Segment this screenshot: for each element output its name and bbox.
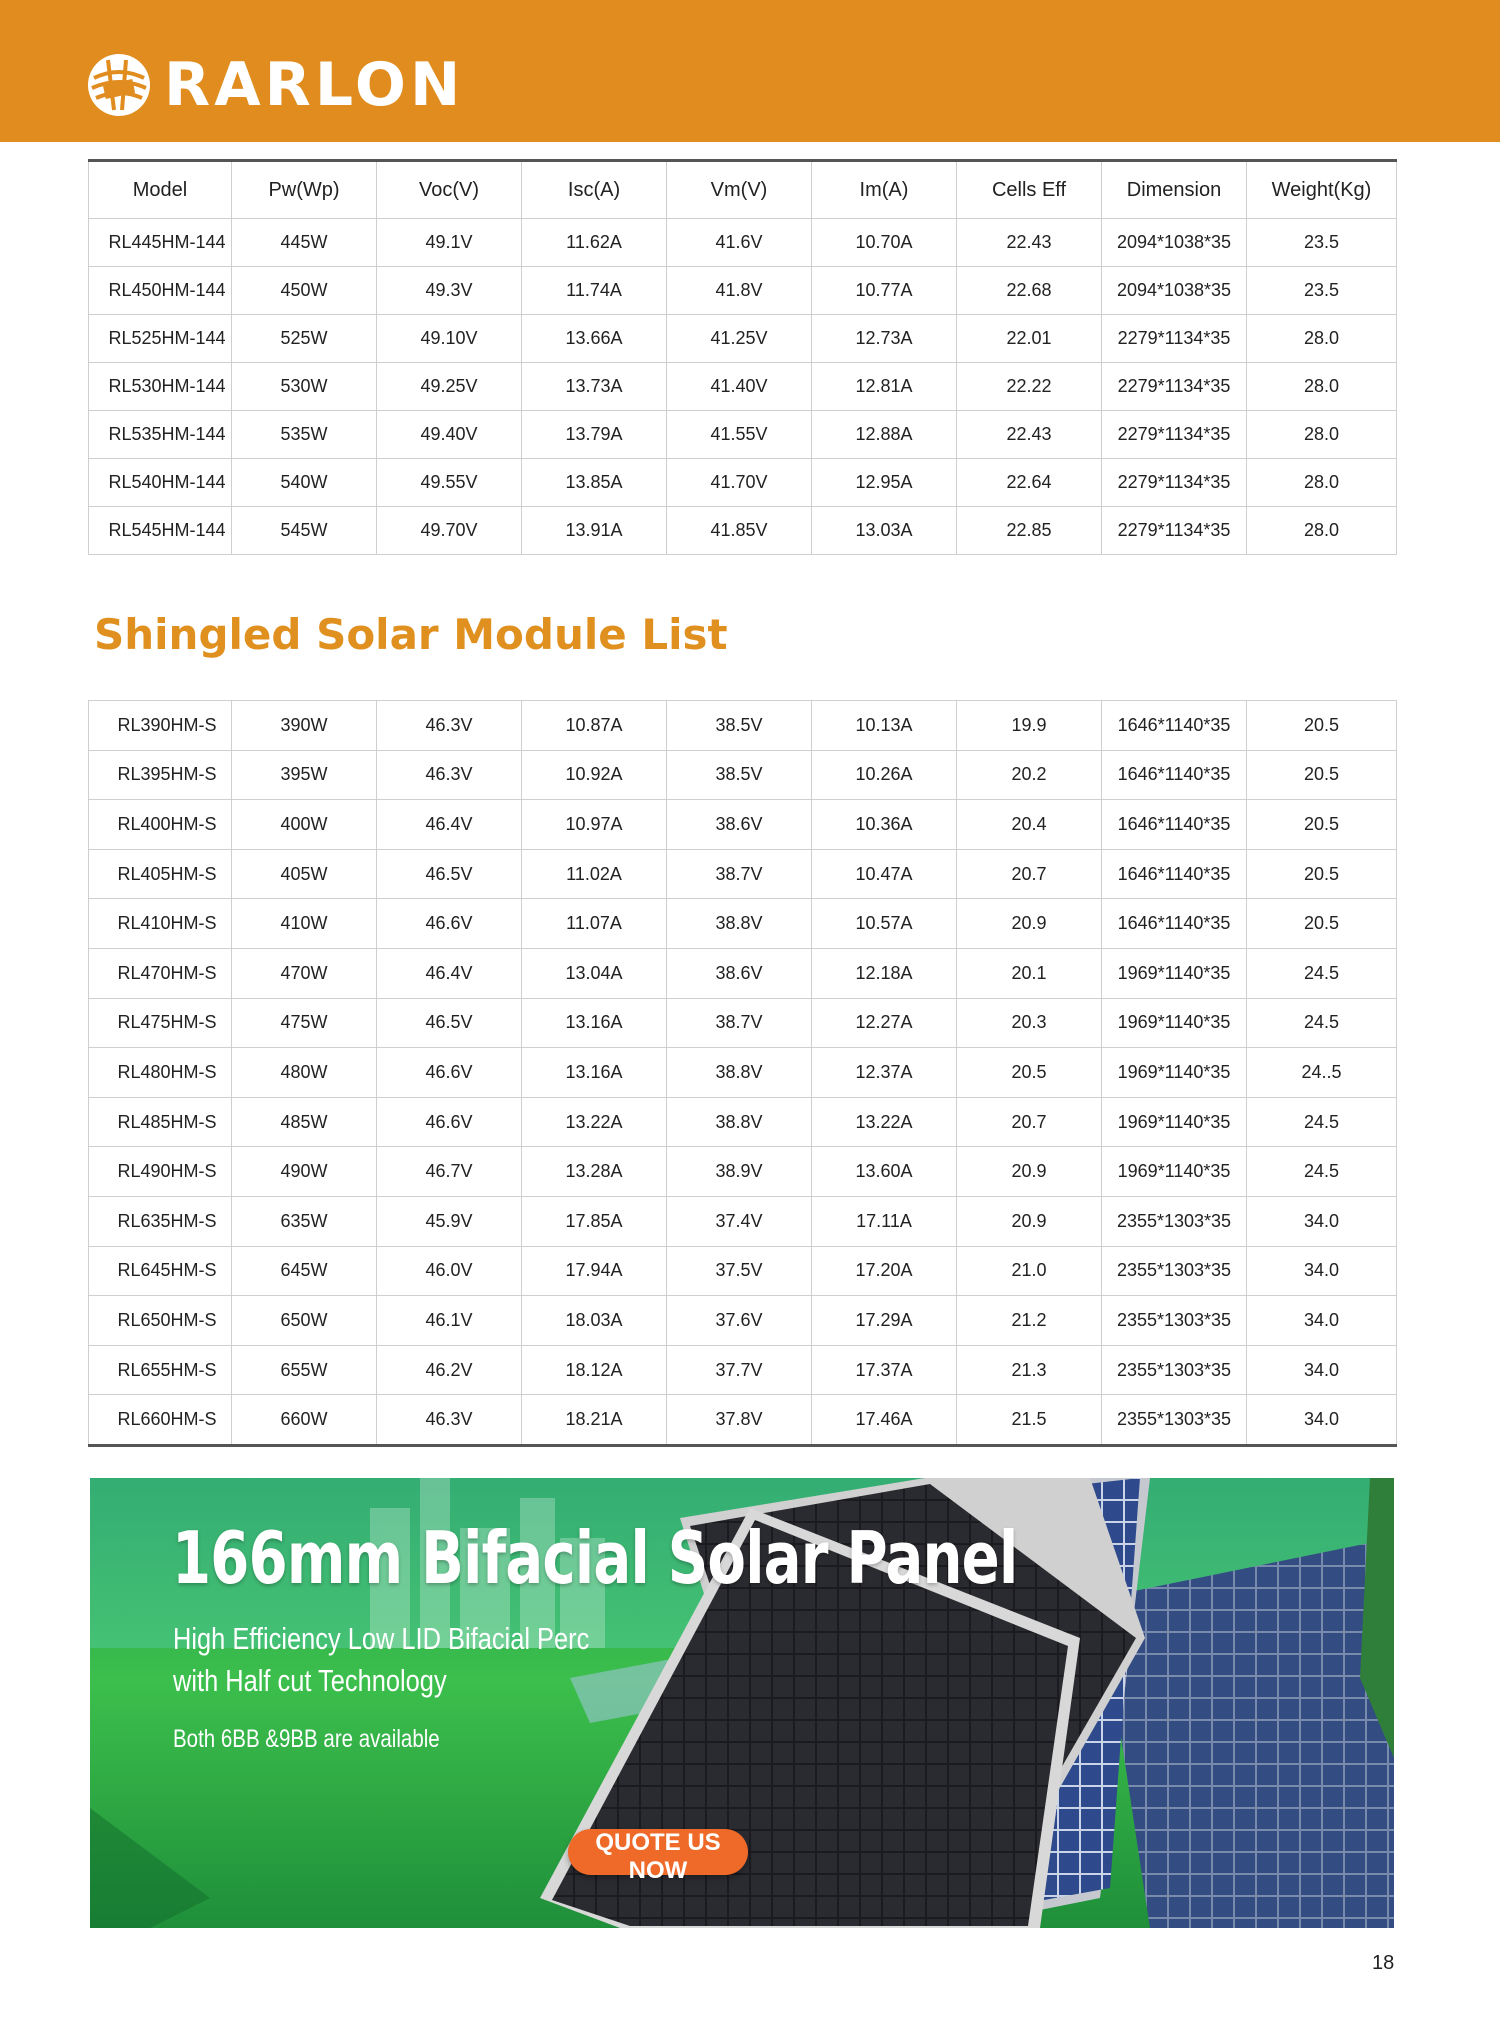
cell-model: RL650HM-S — [89, 1296, 232, 1346]
cell-model: RL390HM-S — [89, 701, 232, 751]
table-row — [89, 507, 1397, 555]
cell-power: 490W — [232, 1147, 377, 1197]
cell-weight: 24.5 — [1247, 1147, 1397, 1197]
cell-weight: 34.0 — [1247, 1395, 1397, 1446]
header-model: Model — [89, 161, 232, 219]
cell-isc: 13.79A — [522, 411, 667, 459]
table-row — [89, 750, 1397, 800]
cell-isc: 17.85A — [522, 1196, 667, 1246]
cell-dimension: 2355*1303*35 — [1102, 1196, 1247, 1246]
cell-dimension: 1646*1140*35 — [1102, 750, 1247, 800]
cell-vm: 41.6V — [667, 219, 812, 267]
cell-model: RL395HM-S — [89, 750, 232, 800]
cell-model: RL475HM-S — [89, 998, 232, 1048]
cell-isc: 13.16A — [522, 1048, 667, 1098]
cell-im: 12.73A — [812, 315, 957, 363]
cell-voc: 49.1V — [377, 219, 522, 267]
cell-voc: 46.6V — [377, 899, 522, 949]
cell-voc: 46.2V — [377, 1345, 522, 1395]
cell-im: 13.60A — [812, 1147, 957, 1197]
banner-note: Both 6BB &9BB are available — [173, 1725, 440, 1753]
cell-model: RL530HM-144 — [89, 363, 232, 411]
cell-weight: 24.5 — [1247, 1097, 1397, 1147]
cell-weight: 20.5 — [1247, 800, 1397, 850]
table-row — [89, 1395, 1397, 1446]
cell-dimension: 1969*1140*35 — [1102, 1097, 1247, 1147]
cell-weight: 34.0 — [1247, 1196, 1397, 1246]
header-cells-eff: Cells Eff — [957, 161, 1102, 219]
cell-power: 480W — [232, 1048, 377, 1098]
globe-solar-panel-icon — [86, 52, 152, 118]
cell-dimension: 2094*1038*35 — [1102, 219, 1247, 267]
cell-cells-eff: 20.2 — [957, 750, 1102, 800]
cell-voc: 49.10V — [377, 315, 522, 363]
table-row — [89, 948, 1397, 998]
cell-cells-eff: 20.4 — [957, 800, 1102, 850]
cell-dimension: 1646*1140*35 — [1102, 899, 1247, 949]
quote-us-now-button[interactable]: QUOTE US NOW — [568, 1829, 748, 1875]
cell-cells-eff: 21.2 — [957, 1296, 1102, 1346]
cell-weight: 24.5 — [1247, 948, 1397, 998]
cell-vm: 41.55V — [667, 411, 812, 459]
cell-isc: 13.66A — [522, 315, 667, 363]
table-row — [89, 267, 1397, 315]
cell-power: 445W — [232, 219, 377, 267]
cell-isc: 11.74A — [522, 267, 667, 315]
banner-subtitle-line1: High Efficiency Low LID Bifacial Perc — [173, 1621, 590, 1656]
cell-dimension: 1969*1140*35 — [1102, 1147, 1247, 1197]
header-weight: Weight(Kg) — [1247, 161, 1397, 219]
cell-isc: 13.22A — [522, 1097, 667, 1147]
table-row — [89, 701, 1397, 751]
cell-model: RL655HM-S — [89, 1345, 232, 1395]
cell-vm: 37.7V — [667, 1345, 812, 1395]
brand-name: RARLON — [164, 50, 465, 120]
cell-vm: 41.25V — [667, 315, 812, 363]
cell-power: 450W — [232, 267, 377, 315]
cell-power: 540W — [232, 459, 377, 507]
table-row — [89, 1097, 1397, 1147]
cell-cells-eff: 21.0 — [957, 1246, 1102, 1296]
cell-isc: 18.03A — [522, 1296, 667, 1346]
table-row — [89, 1246, 1397, 1296]
cell-dimension: 2355*1303*35 — [1102, 1345, 1247, 1395]
cell-dimension: 2355*1303*35 — [1102, 1395, 1247, 1446]
cell-weight: 28.0 — [1247, 411, 1397, 459]
cell-voc: 49.3V — [377, 267, 522, 315]
cell-power: 660W — [232, 1395, 377, 1446]
banner-subtitle — [173, 1618, 589, 1702]
cell-model: RL545HM-144 — [89, 507, 232, 555]
cell-dimension: 2279*1134*35 — [1102, 315, 1247, 363]
cell-im: 13.03A — [812, 507, 957, 555]
table-row — [89, 459, 1397, 507]
cell-power: 545W — [232, 507, 377, 555]
cell-vm: 37.5V — [667, 1246, 812, 1296]
cell-power: 485W — [232, 1097, 377, 1147]
cell-model: RL660HM-S — [89, 1395, 232, 1446]
cell-vm: 38.5V — [667, 701, 812, 751]
cell-isc: 13.28A — [522, 1147, 667, 1197]
cell-model: RL470HM-S — [89, 948, 232, 998]
cell-vm: 37.8V — [667, 1395, 812, 1446]
cell-power: 645W — [232, 1246, 377, 1296]
cell-power: 475W — [232, 998, 377, 1048]
cell-im: 10.36A — [812, 800, 957, 850]
cell-voc: 46.3V — [377, 1395, 522, 1446]
cell-vm: 41.85V — [667, 507, 812, 555]
cell-im: 17.20A — [812, 1246, 957, 1296]
cell-power: 405W — [232, 849, 377, 899]
cell-vm: 41.70V — [667, 459, 812, 507]
cell-isc: 11.02A — [522, 849, 667, 899]
cell-weight: 28.0 — [1247, 459, 1397, 507]
cell-model: RL450HM-144 — [89, 267, 232, 315]
cell-model: RL480HM-S — [89, 1048, 232, 1098]
cell-dimension: 2279*1134*35 — [1102, 507, 1247, 555]
cell-isc: 13.85A — [522, 459, 667, 507]
cell-im: 10.70A — [812, 219, 957, 267]
cell-weight: 34.0 — [1247, 1246, 1397, 1296]
header-vm: Vm(V) — [667, 161, 812, 219]
table-row — [89, 219, 1397, 267]
cell-im: 10.47A — [812, 849, 957, 899]
cell-power: 650W — [232, 1296, 377, 1346]
cell-im: 12.37A — [812, 1048, 957, 1098]
cell-isc: 13.04A — [522, 948, 667, 998]
cell-cells-eff: 19.9 — [957, 701, 1102, 751]
table-row — [89, 1147, 1397, 1197]
cell-weight: 28.0 — [1247, 363, 1397, 411]
cell-dimension: 2279*1134*35 — [1102, 363, 1247, 411]
cell-voc: 46.0V — [377, 1246, 522, 1296]
cell-cells-eff: 20.5 — [957, 1048, 1102, 1098]
table-row — [89, 1196, 1397, 1246]
cell-voc: 46.7V — [377, 1147, 522, 1197]
cell-voc: 46.5V — [377, 998, 522, 1048]
cell-voc: 46.3V — [377, 750, 522, 800]
cell-vm: 38.5V — [667, 750, 812, 800]
table-row — [89, 800, 1397, 850]
cell-weight: 34.0 — [1247, 1345, 1397, 1395]
cell-vm: 38.7V — [667, 849, 812, 899]
cell-voc: 49.55V — [377, 459, 522, 507]
cell-weight: 28.0 — [1247, 507, 1397, 555]
cell-power: 390W — [232, 701, 377, 751]
cell-im: 17.46A — [812, 1395, 957, 1446]
cell-model: RL410HM-S — [89, 899, 232, 949]
table-row — [89, 899, 1397, 949]
cell-isc: 11.07A — [522, 899, 667, 949]
cell-power: 655W — [232, 1345, 377, 1395]
cell-dimension: 2094*1038*35 — [1102, 267, 1247, 315]
cell-voc: 49.70V — [377, 507, 522, 555]
cell-cells-eff: 20.1 — [957, 948, 1102, 998]
cell-weight: 23.5 — [1247, 267, 1397, 315]
table-row — [89, 411, 1397, 459]
cell-vm: 38.9V — [667, 1147, 812, 1197]
cell-isc: 18.21A — [522, 1395, 667, 1446]
cell-model: RL535HM-144 — [89, 411, 232, 459]
cell-voc: 46.6V — [377, 1048, 522, 1098]
cell-im: 10.26A — [812, 750, 957, 800]
cell-cells-eff: 22.85 — [957, 507, 1102, 555]
cell-cells-eff: 20.9 — [957, 899, 1102, 949]
cell-voc: 46.4V — [377, 800, 522, 850]
cell-cells-eff: 20.7 — [957, 1097, 1102, 1147]
cell-dimension: 1969*1140*35 — [1102, 948, 1247, 998]
cell-vm: 38.7V — [667, 998, 812, 1048]
cell-vm: 41.8V — [667, 267, 812, 315]
banner-subtitle-line2: with Half cut Technology — [173, 1663, 447, 1698]
cell-dimension: 2279*1134*35 — [1102, 459, 1247, 507]
table-row — [89, 1296, 1397, 1346]
banner-title: 166mm Bifacial Solar Panel — [172, 1516, 1018, 1600]
product-banner — [90, 1478, 1394, 1928]
cell-weight: 20.5 — [1247, 899, 1397, 949]
cell-weight: 20.5 — [1247, 849, 1397, 899]
cell-im: 12.18A — [812, 948, 957, 998]
cell-model: RL490HM-S — [89, 1147, 232, 1197]
cell-isc: 10.87A — [522, 701, 667, 751]
cell-vm: 37.4V — [667, 1196, 812, 1246]
cell-model: RL635HM-S — [89, 1196, 232, 1246]
cell-weight: 20.5 — [1247, 701, 1397, 751]
cell-power: 530W — [232, 363, 377, 411]
cell-model: RL405HM-S — [89, 849, 232, 899]
cell-power: 395W — [232, 750, 377, 800]
cell-weight: 20.5 — [1247, 750, 1397, 800]
cell-isc: 13.91A — [522, 507, 667, 555]
cell-model: RL645HM-S — [89, 1246, 232, 1296]
cell-cells-eff: 22.68 — [957, 267, 1102, 315]
cell-im: 17.11A — [812, 1196, 957, 1246]
cell-im: 17.29A — [812, 1296, 957, 1346]
cell-cells-eff: 21.3 — [957, 1345, 1102, 1395]
cell-vm: 38.8V — [667, 1048, 812, 1098]
cell-cells-eff: 20.9 — [957, 1147, 1102, 1197]
cell-voc: 46.6V — [377, 1097, 522, 1147]
header-power: Pw(Wp) — [232, 161, 377, 219]
module-spec-table — [88, 159, 1397, 555]
header-isc: Isc(A) — [522, 161, 667, 219]
cell-voc: 46.3V — [377, 701, 522, 751]
table-row — [89, 363, 1397, 411]
page-number: 18 — [1372, 1952, 1395, 1974]
cell-cells-eff: 22.64 — [957, 459, 1102, 507]
table-header-row — [89, 161, 1397, 219]
cell-power: 400W — [232, 800, 377, 850]
shingled-module-table — [88, 700, 1397, 1447]
cell-voc: 46.1V — [377, 1296, 522, 1346]
cell-im: 10.13A — [812, 701, 957, 751]
cell-dimension: 2355*1303*35 — [1102, 1246, 1247, 1296]
cell-voc: 45.9V — [377, 1196, 522, 1246]
cell-cells-eff: 22.01 — [957, 315, 1102, 363]
cell-im: 17.37A — [812, 1345, 957, 1395]
cell-isc: 10.92A — [522, 750, 667, 800]
cell-voc: 49.25V — [377, 363, 522, 411]
cell-cells-eff: 20.3 — [957, 998, 1102, 1048]
cell-isc: 13.73A — [522, 363, 667, 411]
table-row — [89, 849, 1397, 899]
cell-isc: 10.97A — [522, 800, 667, 850]
cell-cells-eff: 20.7 — [957, 849, 1102, 899]
cell-weight: 24..5 — [1247, 1048, 1397, 1098]
table-row — [89, 1048, 1397, 1098]
cell-im: 12.88A — [812, 411, 957, 459]
cell-im: 12.95A — [812, 459, 957, 507]
cell-im: 12.27A — [812, 998, 957, 1048]
cell-model: RL540HM-144 — [89, 459, 232, 507]
header-dimension: Dimension — [1102, 161, 1247, 219]
cell-vm: 41.40V — [667, 363, 812, 411]
cell-power: 470W — [232, 948, 377, 998]
cell-voc: 49.40V — [377, 411, 522, 459]
cell-voc: 46.5V — [377, 849, 522, 899]
cell-im: 12.81A — [812, 363, 957, 411]
cell-power: 525W — [232, 315, 377, 363]
cell-cells-eff: 22.43 — [957, 411, 1102, 459]
cell-isc: 17.94A — [522, 1246, 667, 1296]
cell-cells-eff: 21.5 — [957, 1395, 1102, 1446]
cell-isc: 11.62A — [522, 219, 667, 267]
cell-model: RL485HM-S — [89, 1097, 232, 1147]
cell-voc: 46.4V — [377, 948, 522, 998]
cell-weight: 34.0 — [1247, 1296, 1397, 1346]
cell-dimension: 1646*1140*35 — [1102, 701, 1247, 751]
header-im: Im(A) — [812, 161, 957, 219]
cell-model: RL445HM-144 — [89, 219, 232, 267]
cell-dimension: 2279*1134*35 — [1102, 411, 1247, 459]
cell-isc: 13.16A — [522, 998, 667, 1048]
cell-dimension: 1969*1140*35 — [1102, 998, 1247, 1048]
cell-dimension: 1969*1140*35 — [1102, 1048, 1247, 1098]
cell-model: RL525HM-144 — [89, 315, 232, 363]
cell-vm: 37.6V — [667, 1296, 812, 1346]
cell-im: 10.77A — [812, 267, 957, 315]
cell-power: 410W — [232, 899, 377, 949]
cell-power: 535W — [232, 411, 377, 459]
cell-vm: 38.6V — [667, 800, 812, 850]
table-row — [89, 998, 1397, 1048]
header-voc: Voc(V) — [377, 161, 522, 219]
cell-isc: 18.12A — [522, 1345, 667, 1395]
cell-weight: 23.5 — [1247, 219, 1397, 267]
section-title: Shingled Solar Module List — [94, 610, 728, 659]
cell-weight: 24.5 — [1247, 998, 1397, 1048]
cell-dimension: 2355*1303*35 — [1102, 1296, 1247, 1346]
table-row — [89, 315, 1397, 363]
cell-dimension: 1646*1140*35 — [1102, 800, 1247, 850]
cell-cells-eff: 22.43 — [957, 219, 1102, 267]
cell-im: 13.22A — [812, 1097, 957, 1147]
cell-im: 10.57A — [812, 899, 957, 949]
cell-vm: 38.6V — [667, 948, 812, 998]
cell-cells-eff: 22.22 — [957, 363, 1102, 411]
cell-weight: 28.0 — [1247, 315, 1397, 363]
cell-cells-eff: 20.9 — [957, 1196, 1102, 1246]
cell-vm: 38.8V — [667, 1097, 812, 1147]
cell-dimension: 1646*1140*35 — [1102, 849, 1247, 899]
cell-power: 635W — [232, 1196, 377, 1246]
page-header — [0, 0, 1500, 142]
cell-vm: 38.8V — [667, 899, 812, 949]
cell-model: RL400HM-S — [89, 800, 232, 850]
table-row — [89, 1345, 1397, 1395]
brand-logo — [86, 52, 464, 118]
